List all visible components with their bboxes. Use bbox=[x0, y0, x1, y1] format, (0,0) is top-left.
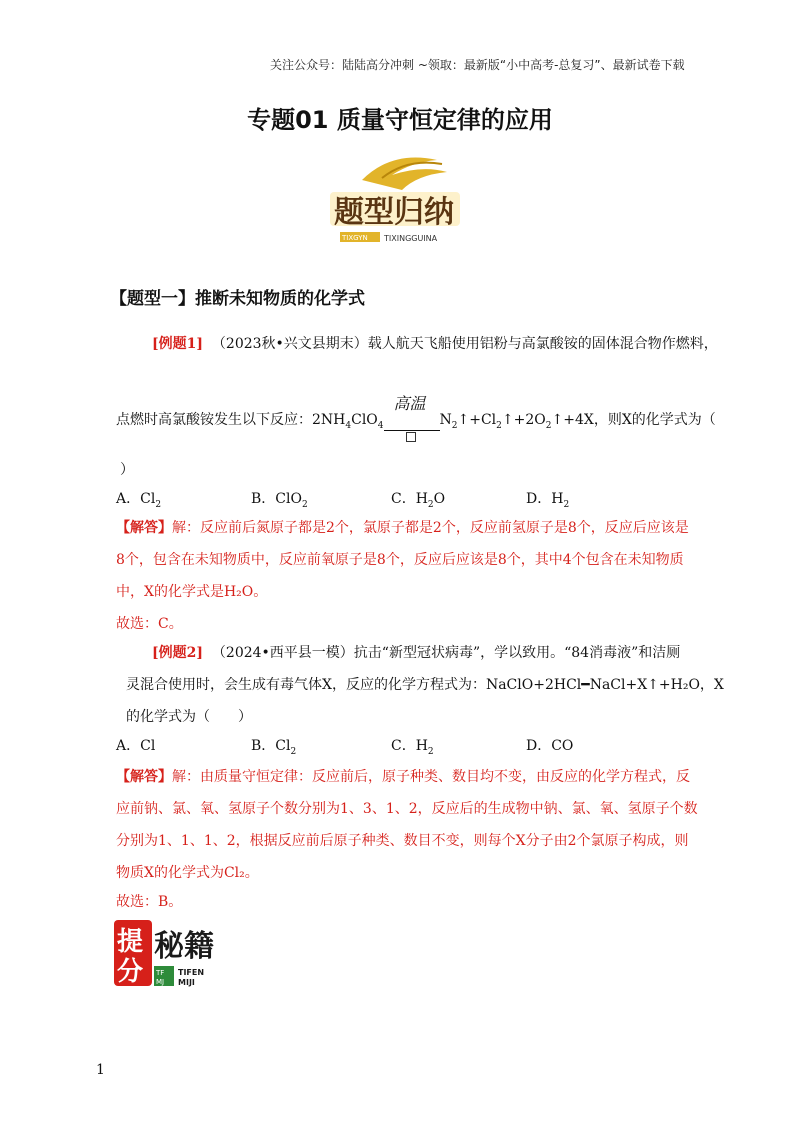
tixing-guina-logo bbox=[322, 150, 472, 250]
svg-text:MJ: MJ bbox=[156, 978, 165, 986]
svg-text:分: 分 bbox=[117, 957, 144, 987]
logo-bottom-en2: MIJI bbox=[178, 978, 195, 987]
page-number: 1 bbox=[96, 1062, 105, 1078]
logo-top-subtext: TIXINGGUINA bbox=[384, 234, 438, 243]
reaction-condition-box bbox=[406, 432, 416, 442]
logo-bottom-en1: TIFEN bbox=[178, 968, 205, 977]
svg-text:TIXGYN: TIXGYN bbox=[342, 234, 368, 242]
example1-answer-line3: 中，X的化学式是H₂O。 bbox=[116, 584, 268, 600]
example2-answer-line1: 【解答】解：由质量守恒定律：反应前后，原子种类、数目均不变，由反应的化学方程式，反 bbox=[116, 769, 690, 785]
tifen-miji-logo bbox=[112, 918, 252, 993]
example1-answer-line1: 【解答】解：反应前后氮原子都是2个，氯原子都是2个，反应前氢原子是8个，反应后应该是 bbox=[116, 520, 689, 536]
reaction-condition: 高温 bbox=[384, 416, 440, 436]
example2-choice: 故选：B。 bbox=[116, 894, 183, 910]
example1-line1: [例题1] （2023秋•兴文县期末）载人航天飞船使用铝粉与高氯酸铵的固体混合物作燃料， bbox=[152, 336, 718, 352]
section-title: 【题型一】推断未知物质的化学式 bbox=[110, 289, 365, 309]
example2-answer-line2: 应前钠、氯、氧、氢原子个数分别为1、3、1、2，反应后的生成物中钠、氯、氧、氢原子个数 bbox=[116, 801, 698, 817]
example1-tag: [例题1] bbox=[152, 336, 203, 352]
svg-text:提: 提 bbox=[117, 927, 144, 957]
header-note: 关注公众号：陆陆高分冲刺 ~领取：最新版“小中高考-总复习”、最新试卷下载 bbox=[270, 58, 685, 72]
example2-option-c: C．$H_2$ bbox=[391, 738, 434, 757]
example2-option-d: D．CO bbox=[526, 738, 574, 754]
example2-options bbox=[116, 736, 676, 762]
example2-line1: [例题2] （2024•西平县一模）抗击“新型冠状病毒”，学以致用。“84消毒液”和洁厕 bbox=[152, 645, 681, 661]
example2-option-a: A．Cl bbox=[116, 738, 156, 754]
logo-top-text: 题型归纳 bbox=[334, 195, 454, 230]
example1-options bbox=[116, 489, 676, 515]
example1-equation: 点燃时高氯酸铵发生以下反应：$2NH_4ClO_4$ 高温 $N_2↑+Cl_2↑+2O_2↑+4X$，则X的化学式为（ bbox=[116, 410, 716, 436]
example1-answer-line2: 8个，包含在未知物质中，反应前氧原子是8个，反应后应该是8个，其中4个包含在未知物质 bbox=[116, 552, 684, 568]
page-title: 专题01 质量守恒定律的应用 bbox=[247, 106, 553, 134]
example1-choice: 故选：C。 bbox=[116, 616, 183, 632]
example2-answer-line4: 物质X的化学式为Cl₂。 bbox=[116, 865, 259, 881]
example1-option-c: C．$H_2O$ bbox=[391, 491, 446, 510]
example2-line2: 灵混合使用时，会生成有毒气体X，反应的化学方程式为：NaClO+2HCl━NaCl+X↑+H₂O，X bbox=[126, 677, 724, 693]
example1-line3: ） bbox=[120, 462, 134, 478]
example1-option-b: B．ClO$_2$ bbox=[251, 491, 308, 510]
svg-text:秘籍: 秘籍 bbox=[154, 929, 214, 964]
svg-text:TF: TF bbox=[156, 969, 165, 977]
example1-option-a: A．$Cl_2$ bbox=[116, 491, 162, 510]
example2-answer-line3: 分别为1、1、1、2，根据反应前后原子种类、数目不变，则每个X分子由2个氯原子构成，则 bbox=[116, 833, 689, 849]
example2-line3: 的化学式为（ ） bbox=[126, 709, 252, 725]
example2-option-b: B．$Cl_2$ bbox=[251, 738, 297, 757]
example1-option-d: D．$H_2$ bbox=[526, 491, 570, 510]
example2-tag: [例题2] bbox=[152, 645, 203, 661]
